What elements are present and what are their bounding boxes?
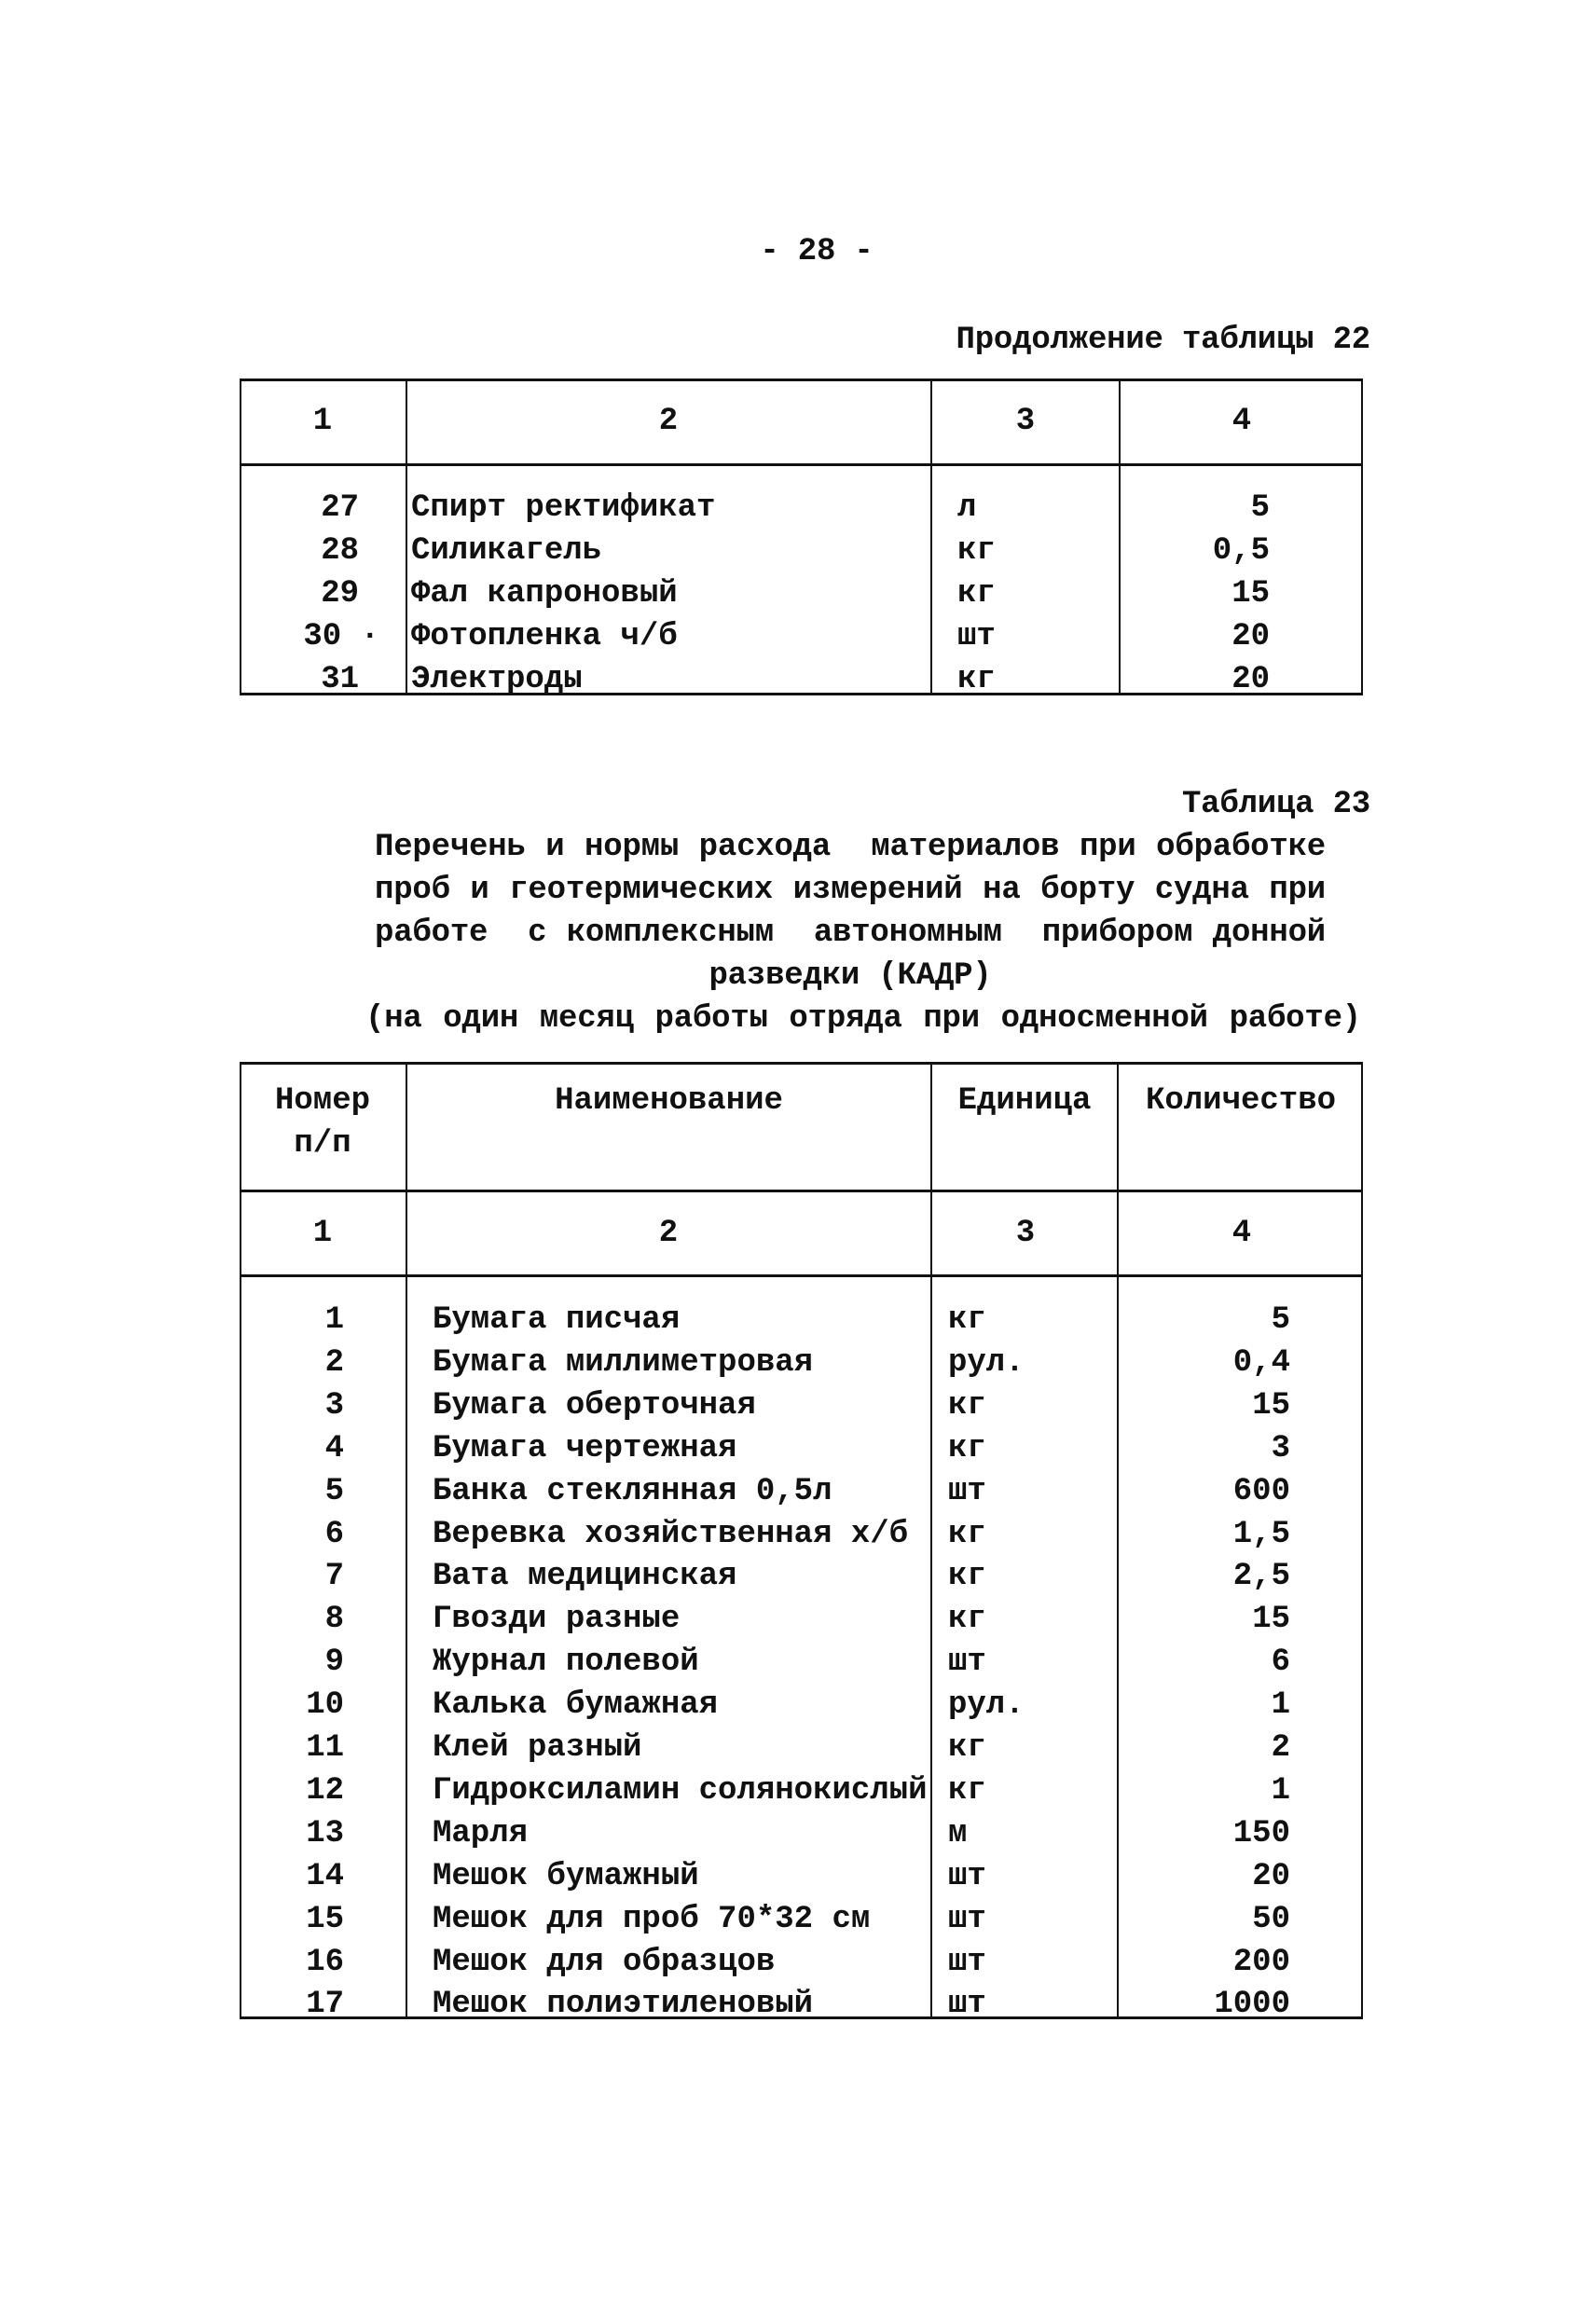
header-unit: Единица — [957, 1083, 1092, 1119]
column-number-divider — [240, 1274, 1363, 1277]
row-number: 3 — [324, 1387, 344, 1424]
item-unit: л — [957, 490, 977, 526]
item-quantity: 6 — [1271, 1645, 1290, 1681]
item-unit: шт — [948, 1901, 986, 1937]
item-name: Клей разный — [433, 1730, 642, 1766]
item-quantity: 3 — [1271, 1430, 1290, 1466]
item-quantity: 5 — [1250, 490, 1270, 526]
item-quantity: 600 — [1232, 1473, 1290, 1509]
column-number: 4 — [1231, 404, 1252, 439]
row-number: 16 — [306, 1944, 344, 1980]
item-name: Гидроксиламин солянокислый — [433, 1772, 928, 1809]
item-quantity: 15 — [1252, 1602, 1290, 1638]
item-quantity: 1 — [1271, 1687, 1290, 1724]
item-name: Бумага оберточная — [433, 1387, 756, 1424]
item-name: Спирт ректификат — [411, 490, 716, 526]
row-number: 31 — [321, 662, 359, 697]
item-unit: шт — [957, 619, 996, 654]
column-number-row — [240, 400, 1363, 443]
table-row — [240, 1855, 1363, 1898]
item-name: Гвозди разные — [433, 1602, 681, 1638]
table-row — [240, 615, 1363, 658]
table-row — [240, 1641, 1363, 1684]
item-unit: кг — [957, 576, 996, 612]
item-name: Мешок бумажный — [433, 1858, 699, 1894]
table-row — [240, 1684, 1363, 1727]
table-row — [240, 1342, 1363, 1384]
item-quantity: 20 — [1231, 619, 1270, 654]
column-number: 2 — [658, 1216, 679, 1251]
table-row — [240, 1898, 1363, 1941]
item-quantity: 50 — [1252, 1901, 1290, 1937]
column-number: 1 — [312, 404, 333, 439]
item-unit: кг — [948, 1387, 986, 1424]
table-row — [240, 1384, 1363, 1427]
item-name: Бумага писчая — [433, 1302, 681, 1338]
column-number: 2 — [658, 404, 679, 439]
item-name: Электроды — [411, 662, 583, 697]
table-row — [240, 1812, 1363, 1855]
item-unit: шт — [948, 1987, 986, 2023]
item-unit: кг — [948, 1559, 986, 1595]
row-number: 8 — [324, 1602, 344, 1638]
row-number: 27 — [321, 490, 359, 526]
item-quantity: 15 — [1252, 1387, 1290, 1424]
header-number-line1: Номер — [274, 1083, 371, 1119]
item-unit: кг — [948, 1302, 986, 1338]
row-number: 14 — [306, 1858, 344, 1894]
item-name: Бумага чертежная — [433, 1430, 737, 1466]
item-unit: кг — [957, 662, 996, 697]
row-number: 28 — [321, 533, 359, 569]
item-name: Бумага миллиметровая — [433, 1344, 814, 1381]
item-name: Силикагель — [411, 533, 602, 569]
row-number: 2 — [324, 1344, 344, 1381]
item-unit: рул. — [948, 1344, 1025, 1381]
item-quantity: 15 — [1231, 576, 1270, 612]
row-number: 6 — [324, 1516, 344, 1552]
header-name: Наименование — [555, 1083, 783, 1119]
item-quantity: 20 — [1252, 1858, 1290, 1894]
item-name: Веревка хозяйственная х/б — [433, 1516, 909, 1552]
item-unit: шт — [948, 1858, 986, 1894]
column-number: 4 — [1231, 1216, 1252, 1251]
row-number: 12 — [306, 1772, 344, 1809]
item-quantity: 20 — [1231, 662, 1270, 697]
row-number: 4 — [324, 1430, 344, 1466]
item-name: Мешок для образцов — [433, 1944, 776, 1980]
item-quantity: 150 — [1232, 1815, 1290, 1851]
table-row — [240, 1983, 1363, 2026]
item-unit: кг — [948, 1730, 986, 1766]
table23-caption-line: разведки (КАДР) — [709, 958, 992, 994]
item-unit: м — [948, 1815, 968, 1851]
item-name: Фал капроновый — [411, 576, 678, 612]
item-unit: шт — [948, 1645, 986, 1681]
row-number: 13 — [306, 1815, 344, 1851]
item-unit: кг — [948, 1516, 986, 1552]
column-number: 3 — [1015, 404, 1036, 439]
table-row — [240, 1299, 1363, 1342]
item-unit: рул. — [948, 1687, 1025, 1724]
table23-label: Таблица 23 — [1181, 787, 1370, 822]
header-quantity: Количество — [1145, 1083, 1337, 1119]
row-number: 11 — [306, 1730, 344, 1766]
table23-caption-line: работе с комплексным автономным прибором донной — [375, 915, 1326, 951]
column-number: 3 — [1015, 1216, 1036, 1251]
row-number: 29 — [321, 576, 359, 612]
row-number: 17 — [306, 1987, 344, 2023]
item-unit: кг — [957, 533, 996, 569]
item-name: Фотопленка ч/б — [411, 619, 678, 654]
table23-caption-subtitle: (на один месяц работы отряда при односменной работе) — [365, 1001, 1361, 1037]
table-row — [240, 487, 1363, 530]
item-quantity: 2 — [1271, 1730, 1290, 1766]
item-name: Калька бумажная — [433, 1687, 719, 1724]
item-name: Мешок для проб 70*32 см — [433, 1901, 871, 1937]
item-unit: кг — [948, 1602, 986, 1638]
table23-caption-line: проб и геотермических измерений на борту судна при — [375, 873, 1326, 908]
table-row — [240, 1470, 1363, 1513]
item-quantity: 200 — [1232, 1944, 1290, 1980]
header-divider — [240, 1190, 1363, 1192]
table-22 — [240, 378, 1363, 695]
table-row — [240, 572, 1363, 615]
item-quantity: 0,4 — [1232, 1344, 1290, 1381]
table-row — [240, 658, 1363, 701]
table-23 — [240, 1062, 1363, 2023]
item-name: Мешок полиэтиленовый — [433, 1987, 814, 2023]
header-divider — [240, 463, 1363, 466]
table-row — [240, 1941, 1363, 1984]
column-number: 1 — [312, 1216, 333, 1251]
header-number-line2: п/п — [294, 1126, 351, 1162]
item-unit: кг — [948, 1772, 986, 1809]
table23-caption-line: Перечень и нормы расхода материалов при обработке — [375, 830, 1326, 865]
table-row — [240, 530, 1363, 572]
item-name: Банка стеклянная 0,5л — [433, 1473, 832, 1509]
item-unit: кг — [948, 1430, 986, 1466]
table-row — [240, 1513, 1363, 1556]
row-number: 30 · — [303, 619, 379, 654]
row-number: 5 — [324, 1473, 344, 1509]
table-row — [240, 1427, 1363, 1470]
table-row — [240, 1727, 1363, 1769]
item-quantity: 0,5 — [1212, 533, 1270, 569]
table-row — [240, 1598, 1363, 1641]
item-quantity: 2,5 — [1232, 1559, 1290, 1595]
item-name: Марля — [433, 1815, 529, 1851]
row-number: 7 — [324, 1559, 344, 1595]
row-number: 1 — [324, 1302, 344, 1338]
item-unit: шт — [948, 1944, 986, 1980]
item-quantity: 1000 — [1214, 1987, 1290, 2023]
row-number: 15 — [306, 1901, 344, 1937]
table-row — [240, 1769, 1363, 1812]
item-quantity: 5 — [1271, 1302, 1290, 1338]
page-number: - 28 - — [760, 234, 874, 269]
table22-continuation-label: Продолжение таблицы 22 — [956, 323, 1370, 358]
item-quantity: 1,5 — [1232, 1516, 1290, 1552]
item-name: Вата медицинская — [433, 1559, 737, 1595]
item-unit: шт — [948, 1473, 986, 1509]
table-row — [240, 1555, 1363, 1598]
item-name: Журнал полевой — [433, 1645, 699, 1681]
row-number: 9 — [324, 1645, 344, 1681]
row-number: 10 — [306, 1687, 344, 1724]
item-quantity: 1 — [1271, 1772, 1290, 1809]
column-number-row — [240, 1212, 1363, 1255]
